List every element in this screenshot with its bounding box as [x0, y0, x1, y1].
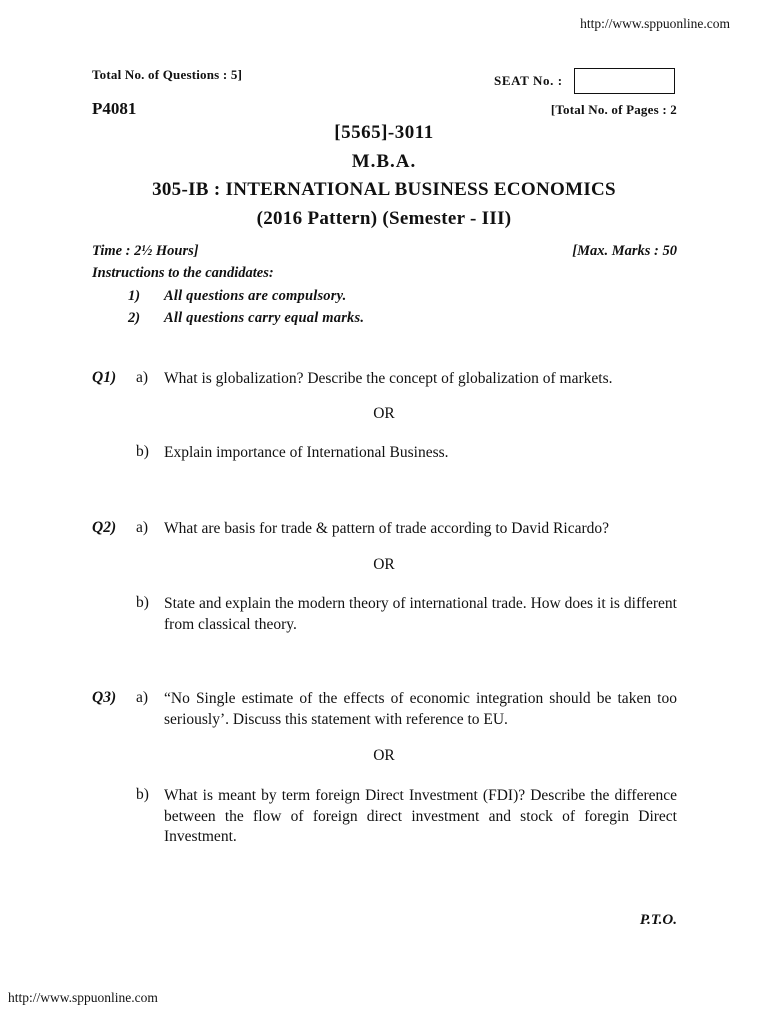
source-url-top[interactable]: http://www.sppuonline.com — [580, 16, 730, 31]
pattern-semester: (2016 Pattern) (Semester - III) — [256, 208, 512, 229]
please-turn-over: P.T.O. — [639, 912, 677, 928]
instructions-heading: Instructions to the candidates: — [92, 265, 274, 281]
option-letter: a) — [136, 689, 149, 706]
question-number: Q1) — [92, 369, 117, 386]
total-pages: [Total No. of Pages : 2 — [550, 102, 677, 117]
paper-code: P4081 — [92, 99, 137, 118]
option-letter: b) — [136, 786, 149, 803]
option-letter: a) — [136, 519, 149, 536]
instruction-number: 2) — [128, 310, 141, 326]
option-letter: a) — [136, 369, 149, 386]
option-letter: b) — [136, 443, 149, 460]
source-url-bottom[interactable]: http://www.sppuonline.com — [8, 990, 158, 1005]
question-number: Q3) — [92, 689, 117, 706]
question-text: What is meant by term foreign Direct Investment (FDI)? Describe the difference between the flow of foreign direct investment and stock of foregin Direct Investment. — [164, 787, 677, 845]
option-letter: b) — [136, 594, 149, 611]
or-separator: OR — [373, 556, 395, 573]
or-separator: OR — [373, 405, 395, 422]
question-text: Explain importance of International Business. — [164, 444, 449, 461]
question-text: What are basis for trade & pattern of trade according to David Ricardo? — [164, 520, 610, 537]
instruction-text: All questions carry equal marks. — [164, 310, 365, 326]
exam-code: [5565]-3011 — [334, 122, 434, 143]
subject-title: 305-IB : INTERNATIONAL BUSINESS ECONOMICS — [152, 179, 616, 200]
or-separator: OR — [373, 747, 395, 764]
question-text: What is globalization? Describe the concept of globalization of markets. — [164, 370, 613, 387]
total-questions: Total No. of Questions : 5] — [92, 67, 243, 82]
question-text: “No Single estimate of the effects of economic integration should be taken too seriously’. Discuss this statement with reference to EU. — [164, 690, 677, 728]
max-marks: [Max. Marks : 50 — [572, 243, 677, 259]
instruction-text: All questions are compulsory. — [164, 288, 347, 304]
question-number: Q2) — [92, 519, 117, 536]
question-text: State and explain the modern theory of international trade. How does it is different from classical theory. — [164, 595, 677, 633]
degree-title: M.B.A. — [351, 151, 417, 172]
seat-number-box — [574, 68, 675, 94]
instruction-number: 1) — [128, 288, 141, 304]
time-allowed: Time : 2½ Hours] — [92, 243, 199, 259]
seat-number-label: SEAT No. : — [494, 73, 563, 88]
